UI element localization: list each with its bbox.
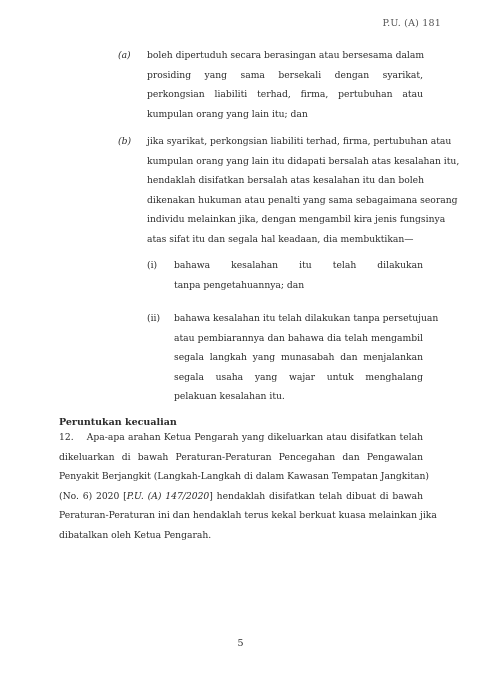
item-a-text	[147, 46, 423, 124]
gazette-reference: P.U. (A) 181	[382, 18, 441, 29]
sub-i-label: (i)	[147, 260, 158, 271]
item-a-line: prosiding yang sama bersekali dengan syarikat,	[147, 69, 423, 81]
item-b-line: atas sifat itu dan segala hal keadaan, dia membuktikan—	[147, 233, 414, 245]
sub-ii-line: segala langkah yang munasabah dan menjalankan	[174, 352, 423, 363]
sub-ii-line: bahawa kesalahan itu telah dilakukan tanpa persetujuan	[174, 313, 439, 324]
sub-i-line: bahawa kesalahan itu telah dilakukan	[174, 260, 423, 271]
item-b-text	[147, 132, 460, 249]
section-number: 12.	[59, 432, 74, 443]
item-a-line: perkongsian liabiliti terhad, firma, pertubuhan atau	[147, 89, 423, 100]
line4-suffix: ] hendaklah disifatkan telah dibuat di bawah	[209, 490, 423, 502]
section-12-line3: Penyakit Berjangkit (Langkah-Langkah di dalam Kawasan Tempatan Jangkitan)	[59, 471, 429, 482]
section-12-line6: dibatalkan oleh Ketua Pengarah.	[59, 529, 212, 541]
page-number: 5	[237, 638, 244, 649]
sub-i-text	[174, 256, 423, 295]
section-heading: Peruntukan kecualian	[59, 417, 177, 428]
item-b-line: dikenakan hukuman atau penalti yang sama sebagaimana seorang	[147, 194, 458, 206]
item-a-label: (a)	[118, 50, 131, 61]
section-12-line1: Apa-apa arahan Ketua Pengarah yang dikeluarkan atau disifatkan telah	[86, 432, 423, 443]
item-a-line: boleh dipertuduh secara berasingan atau bersesama dalam	[147, 50, 425, 61]
item-b-line: jika syarikat, perkongsian liabiliti terhad, firma, pertubuhan atau	[147, 136, 452, 147]
sub-ii-line: segala usaha yang wajar untuk menghalang	[174, 371, 423, 383]
section-12-line	[59, 428, 423, 448]
section-12-text	[59, 428, 437, 545]
item-b-line: individu melainkan jika, dengan mengambil kira jenis fungsinya	[147, 214, 446, 225]
section-12-line5: Peraturan-Peraturan ini dan hendaklah terus kekal berkuat kuasa melainkan jika	[59, 510, 437, 521]
line4-prefix: (No. 6) 2020 [	[59, 490, 127, 502]
sub-ii-text	[174, 309, 439, 407]
sub-ii-line: atau pembiarannya dan bahawa dia telah mengambil	[174, 332, 423, 344]
sub-ii-label: (ii)	[147, 313, 161, 324]
sub-i-line: tanpa pengetahuannya; dan	[174, 279, 305, 291]
sub-ii-line: pelakuan kesalahan itu.	[174, 391, 285, 402]
item-a-line: kumpulan orang yang lain itu; dan	[147, 108, 308, 120]
item-b-line: hendaklah disifatkan bersalah atas kesalahan itu dan boleh	[147, 175, 425, 186]
section-12-line4	[59, 487, 423, 507]
item-b-line: kumpulan orang yang lain itu didapati bersalah atas kesalahan itu,	[147, 155, 460, 167]
legal-reference: P.U. (A) 147/2020	[126, 490, 210, 502]
item-b-label: (b)	[118, 136, 132, 147]
section-12-line2: dikeluarkan di bawah Peraturan-Peraturan Pencegahan dan Pengawalan	[59, 451, 423, 463]
